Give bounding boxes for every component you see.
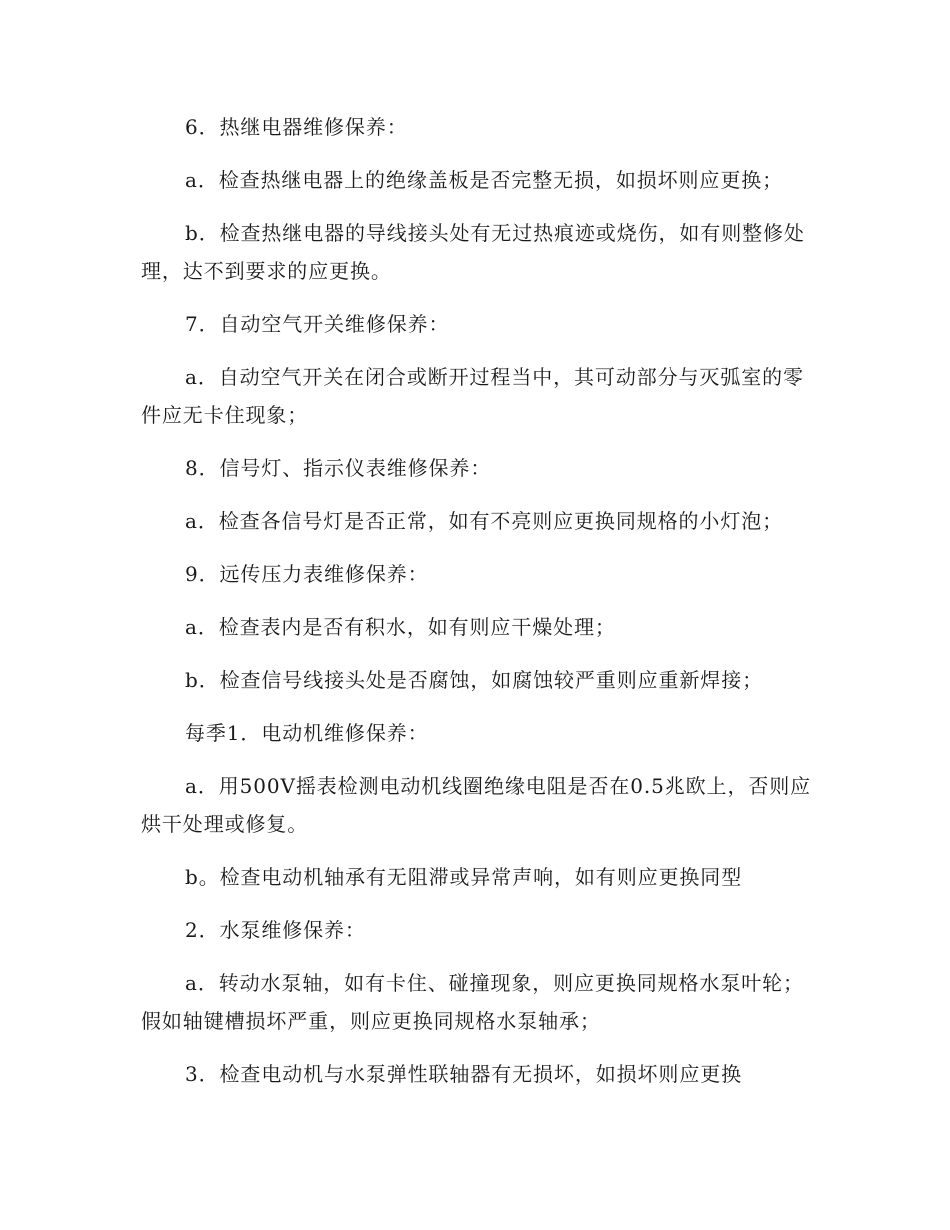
paragraph-heading-6: 6．热继电器维修保养：	[185, 115, 408, 139]
paragraph-2a: a．转动水泵轴，如有卡住、碰撞现象，则应更换同规格水泵叶轮；假如轴键槽损坏严重，则应更换同规格水泵轴承；	[141, 971, 804, 1033]
paragraph-9b: b．检查信号线接头处是否腐蚀，如腐蚀较严重则应重新焊接；	[185, 668, 764, 692]
document-body	[141, 108, 813, 1093]
paragraph-heading-2: 2．水泵维修保养：	[185, 918, 366, 942]
paragraph-heading-7: 7．自动空气开关维修保养：	[185, 312, 450, 336]
paragraph-6b: b．检查热继电器的导线接头处有无过热痕迹或烧伤，如有则整修处理，达不到要求的应更换。	[141, 221, 805, 283]
paragraph-heading-3: 3．检查电动机与水泵弹性联轴器有无损坏，如损坏则应更换	[185, 1062, 743, 1086]
paragraph-6a: a．检查热继电器上的绝缘盖板是否完整无损，如损坏则应更换；	[185, 168, 784, 192]
paragraph-quarterly-heading-1: 每季1．电动机维修保养：	[185, 721, 429, 745]
paragraph-8a: a．检查各信号灯是否正常，如有不亮则应更换同规格的小灯泡；	[185, 509, 784, 533]
paragraph-9a: a．检查表内是否有积水，如有则应干燥处理；	[185, 615, 616, 639]
paragraph-heading-9: 9．远传压力表维修保养：	[185, 562, 429, 586]
paragraph-7a: a．自动空气开关在闭合或断开过程当中，其可动部分与灭弧室的零件应无卡住现象；	[141, 365, 804, 427]
paragraph-heading-8: 8．信号灯、指示仪表维修保养：	[185, 456, 492, 480]
paragraph-q1b: b。检查电动机轴承有无阻滞或异常声响，如有则应更换同型	[185, 865, 743, 889]
paragraph-q1a: a．用500V摇表检测电动机线圈绝缘电阻是否在0.5兆欧上，否则应烘干处理或修复。	[141, 774, 812, 836]
